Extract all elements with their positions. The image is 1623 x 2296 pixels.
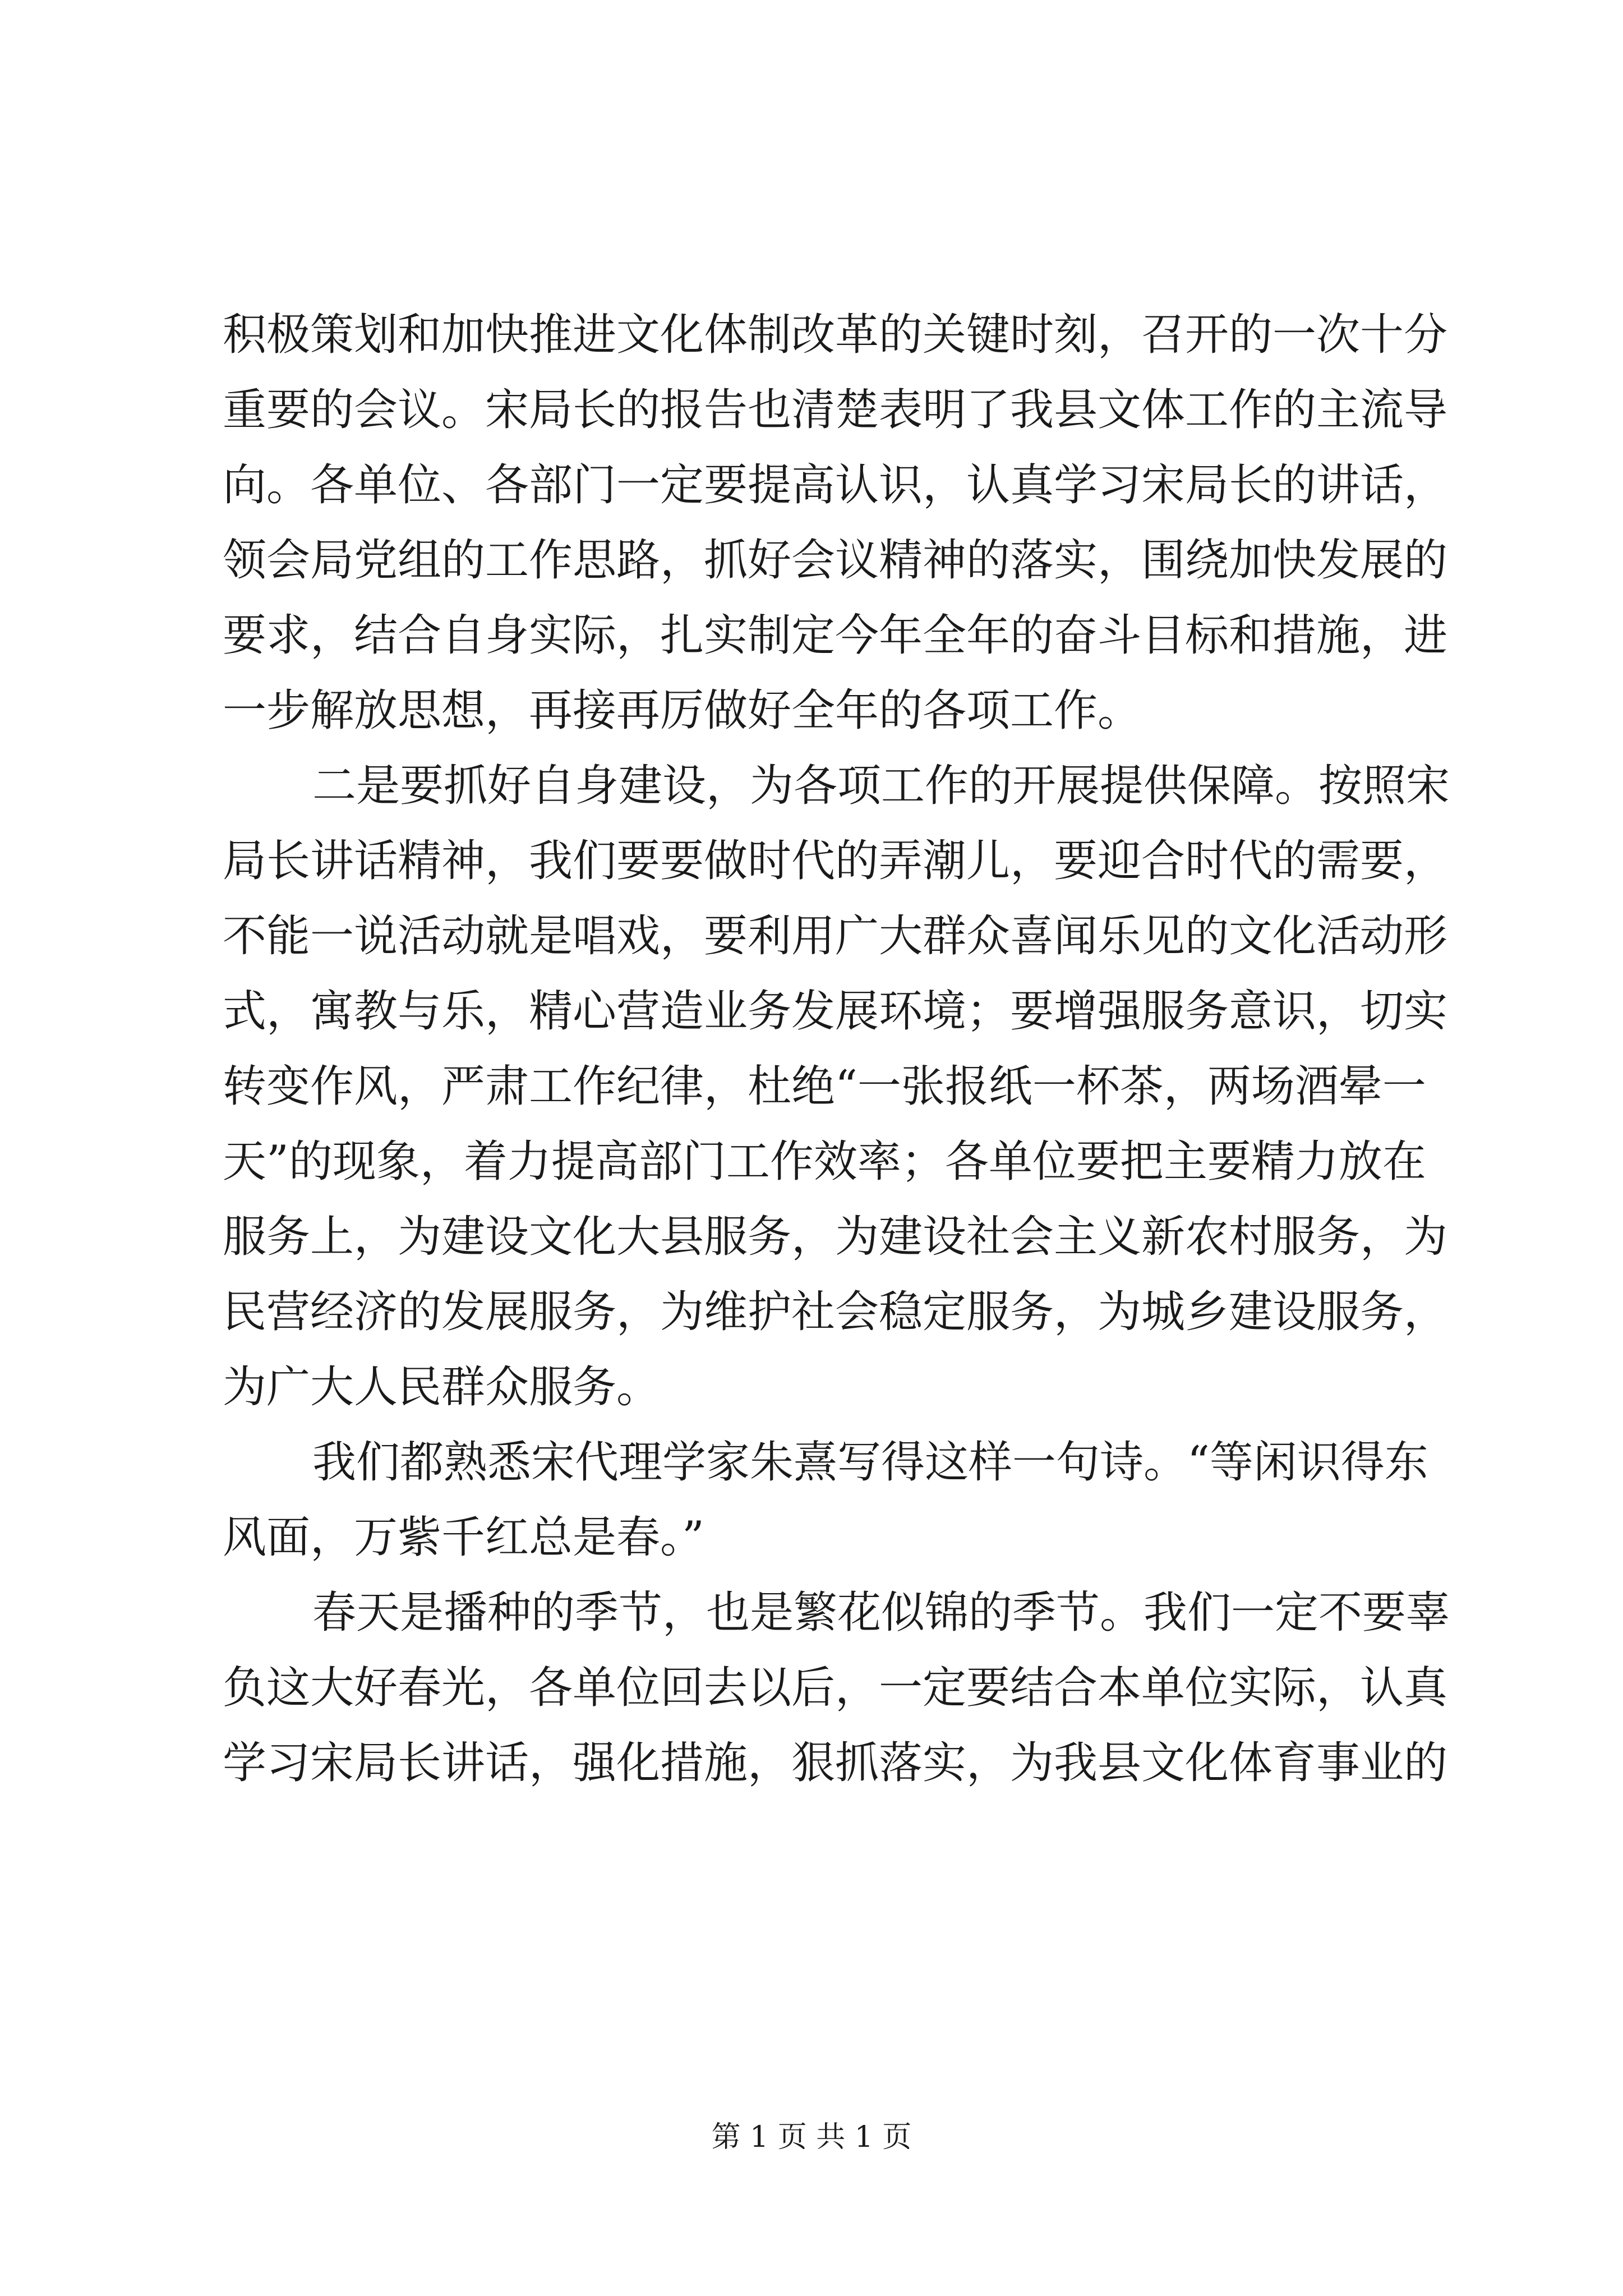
text-line: 风面，万紫千红总是春。” — [223, 1512, 704, 1563]
paragraph-1 — [223, 297, 1448, 748]
page-number-footer: 第 1 页 共 1 页 — [711, 2120, 912, 2154]
text-line: 积极策划和加快推进文化体制改革的关键时刻，召开的一次十分 — [223, 310, 1448, 360]
text-line: 重要的会议。宋局长的报告也清楚表明了我县文体工作的主流导 — [223, 385, 1448, 435]
text-line: 局长讲话精神，我们要要做时代的弄潮儿，要迎合时代的需要， — [223, 836, 1448, 886]
text-line: 一步解放思想，再接再厉做好全年的各项工作。 — [223, 685, 1142, 736]
text-line: 要求，结合自身实际，扎实制定今年全年的奋斗目标和措施，进 — [223, 610, 1448, 661]
text-line: 不能一说活动就是唱戏，要利用广大群众喜闻乐见的文化活动形 — [223, 911, 1448, 961]
text-line: 服务上，为建设文化大县服务，为建设社会主义新农村服务，为 — [223, 1212, 1448, 1262]
text-line: 二是要抓好自身建设，为各项工作的开展提供保障。按照宋 — [312, 761, 1450, 811]
text-line: 民营经济的发展服务，为维护社会稳定服务，为城乡建设服务， — [223, 1287, 1448, 1337]
document-body — [223, 297, 1450, 1801]
paragraph-2 — [223, 748, 1450, 1425]
text-line: 为广大人民群众服务。 — [223, 1362, 661, 1412]
paragraph-4 — [223, 1575, 1450, 1801]
text-line: 我们都熟悉宋代理学家朱熹写得这样一句诗。“等闲识得东 — [312, 1437, 1428, 1488]
text-line: 领会局党组的工作思路，抓好会议精神的落实，围绕加快发展的 — [223, 535, 1448, 586]
text-line: 学习宋局长讲话，强化措施，狠抓落实，为我县文化体育事业的 — [223, 1738, 1448, 1788]
text-line: 负这大好春光，各单位回去以后，一定要结合本单位实际，认真 — [223, 1663, 1448, 1713]
text-line: 式，寓教与乐，精心营造业务发展环境；要增强服务意识，切实 — [223, 986, 1448, 1037]
text-line: 向。各单位、各部门一定要提高认识，认真学习宋局长的讲话， — [223, 460, 1448, 510]
text-line: 转变作风，严肃工作纪律，杜绝“一张报纸一杯茶，两场酒晕一 — [223, 1061, 1426, 1112]
text-line: 春天是播种的季节，也是繁花似锦的季节。我们一定不要辜 — [312, 1588, 1450, 1638]
text-line: 天”的现象，着力提高部门工作效率；各单位要把主要精力放在 — [223, 1137, 1426, 1187]
paragraph-3 — [223, 1425, 1428, 1575]
